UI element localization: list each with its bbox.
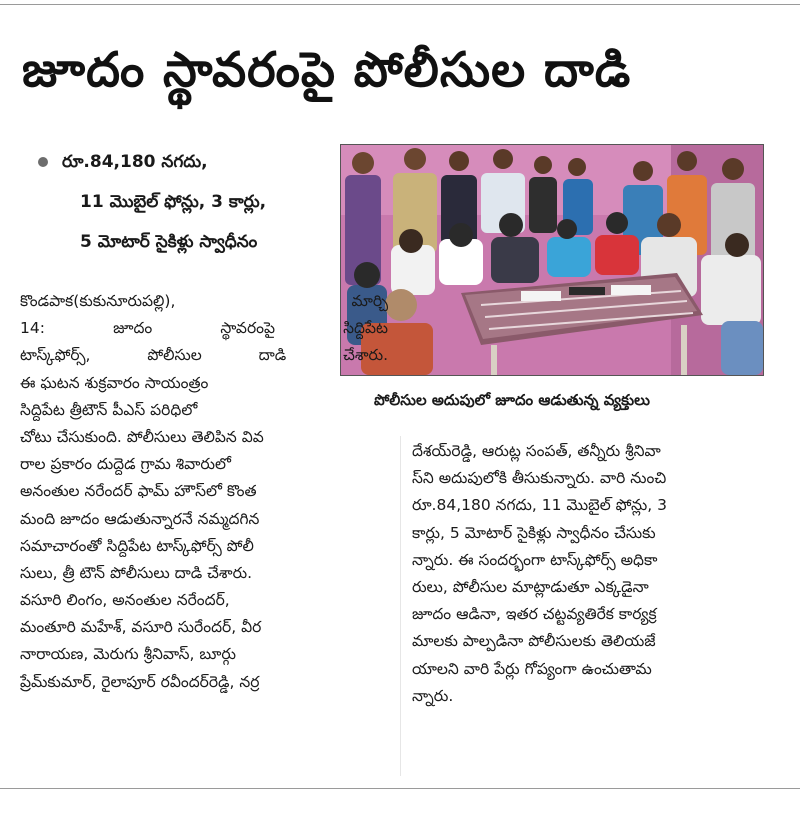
text-line: దేశయ్‌రెడ్డి, ఆరుట్ల సంపత్, తన్నీరు శ్రీనివా: [412, 442, 661, 460]
text-line: అనంతుల నరేందర్ ఫామ్ హౌస్‌లో కొంత: [20, 482, 257, 501]
highlight-line-3: 5 మోటార్ సైకిళ్లు స్వాధీనం: [80, 232, 258, 252]
bullet-icon: [38, 157, 48, 167]
text-line: చోటు చేసుకుంది. పోలీసులు తెలిపిన వివ: [20, 427, 264, 446]
text-line: న్నారు.: [412, 686, 454, 705]
article-column-left: [20, 288, 388, 696]
text-line: రూ.84,180 నగదు, 11 మొబైల్ ఫోన్లు, 3: [412, 496, 667, 515]
text-line: సిద్దిపేట త్రీటౌన్ పీఎస్ పరిధిలో: [20, 400, 198, 419]
text-line: యాలని వారి పేర్లు గోప్యంగా ఉంచుతామ: [412, 659, 652, 678]
text-line: నారాయణ, మెరుగు శ్రీనివాస్, బూర్గు: [20, 645, 236, 664]
text-line: కార్లు, 5 మోటార్ సైకిళ్లు స్వాధీనం చేసుకు: [412, 523, 656, 542]
text-line: ప్రేమ్‌కుమార్, రైలాపూర్ రవీందర్‌రెడ్డి, నర్ర: [20, 672, 260, 691]
text-line: ఈ ఘటన శుక్రవారం సాయంత్రం: [20, 373, 209, 392]
text-line: మంది జూదం ఆడుతున్నారనే నమ్మదగిన: [20, 509, 260, 528]
column-divider: [400, 436, 401, 776]
news-photo: [340, 144, 764, 376]
highlight-text: రూ.84,180 నగదు,: [62, 152, 208, 172]
text-line: సమాచారంతో సిద్దిపేట టాస్క్‌ఫోర్స్ పోలీ: [20, 536, 254, 555]
highlight-line-1: [38, 142, 338, 182]
text-line: న్నారు. ఈ సందర్భంగా టాస్క్‌ఫోర్స్ అధికా: [412, 550, 658, 569]
photo-caption: పోలీసుల అదుపులో జూదం ఆడుతున్న వ్యక్తులు: [374, 391, 650, 409]
text-line: జూదం ఆడినా, ఇతర చట్టవ్యతిరేక కార్యక్ర: [412, 605, 657, 624]
text-line: రులు, పోలీసుల మాట్లాడుతూ ఎక్కడైనా: [412, 577, 649, 596]
text-line: 14: జూదం స్థావరంపై సిద్దిపేట: [20, 319, 388, 338]
text-line: స్‌ని అదుపులోకి తీసుకున్నారు. వారి నుంచి: [412, 469, 667, 488]
headline: జూదం స్థావరంపై పోలీసుల దాడి: [22, 42, 632, 98]
text-line: మంతూరి మహేశ్, వసూరి సురేందర్, వీర: [20, 618, 262, 637]
highlight-line-2: 11 మొబైల్ ఫోన్లు, 3 కార్లు,: [80, 192, 267, 212]
top-rule: [0, 4, 800, 5]
article-column-right: [412, 438, 782, 710]
text-line: రాల ప్రకారం దుద్దెడ గ్రామ శివారులో: [20, 455, 231, 474]
text-line: మాలకు పాల్పడినా పోలీసులకు తెలియజే: [412, 632, 656, 651]
bottom-rule: [0, 788, 800, 789]
photo-illustration: [341, 145, 763, 375]
text-line: కొండపాక(కుకునూరుపల్లి), మార్చి: [20, 292, 388, 310]
text-line: సులు, త్రీ టౌన్ పోలీసులు దాడి చేశారు.: [20, 563, 253, 582]
highlights-box: [38, 142, 338, 262]
text-line: టాస్క్‌ఫోర్స్, పోలీసుల దాడి చేశారు.: [20, 346, 388, 365]
text-line: వసూరి లింగం, అనంతుల నరేందర్,: [20, 591, 230, 610]
